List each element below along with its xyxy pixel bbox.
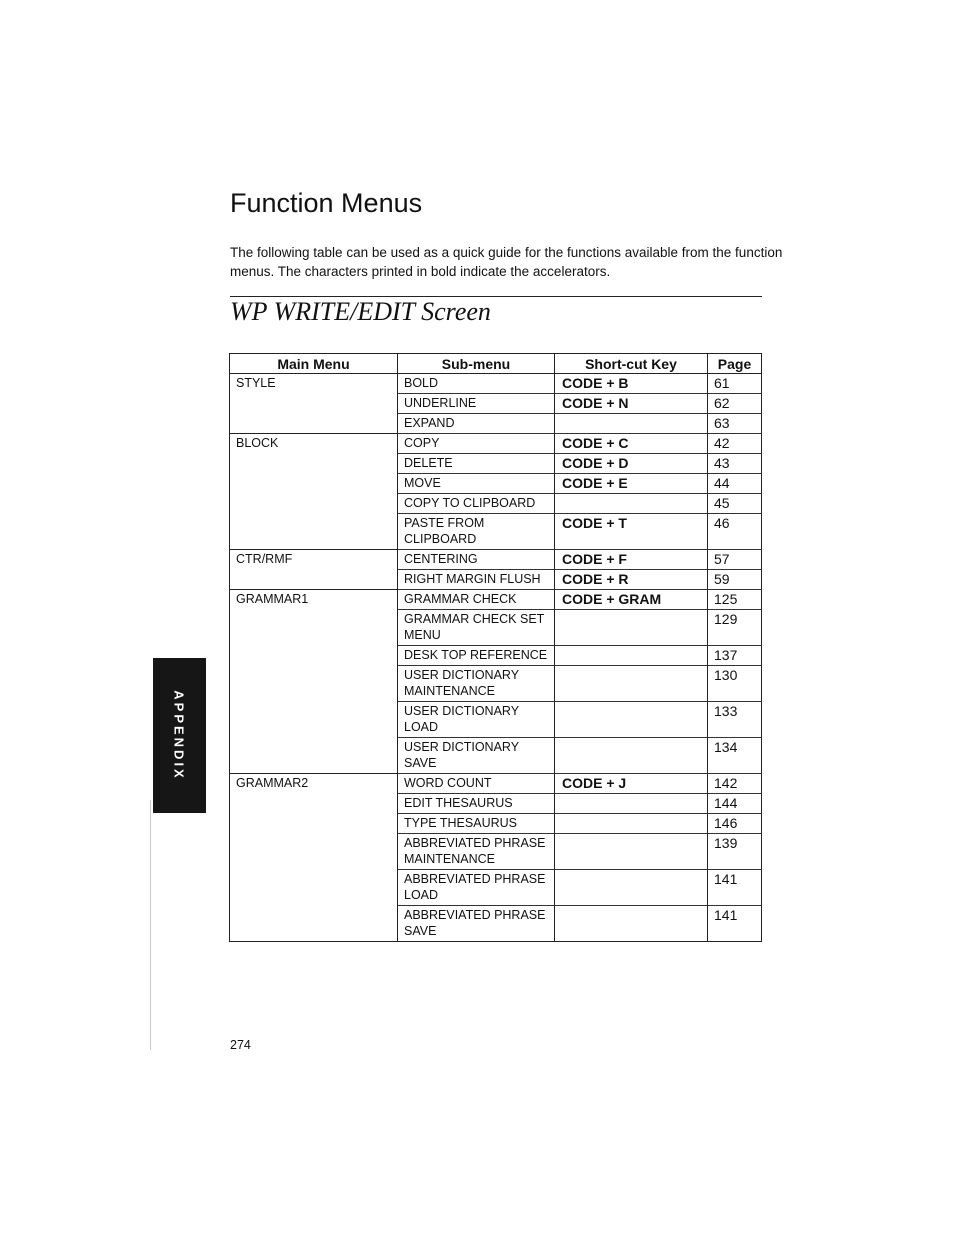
page-number: 274 [230,1038,251,1052]
page-cell: 46 [708,514,762,550]
sub-menu-cell: UNDERLINE [398,394,555,414]
short-cut-key-cell [555,906,708,942]
page-cell: 43 [708,454,762,474]
main-menu-cell: STYLE [230,374,398,434]
page-cell: 142 [708,774,762,794]
page-cell: 61 [708,374,762,394]
page-cell: 125 [708,590,762,610]
short-cut-key-cell [555,814,708,834]
page-cell: 144 [708,794,762,814]
sub-menu-cell: TYPE THESAURUS [398,814,555,834]
short-cut-key-cell [555,610,708,646]
table-row [230,434,762,454]
short-cut-key-cell: CODE + B [555,374,708,394]
page-cell: 129 [708,610,762,646]
sub-menu-cell: ABBREVIATED PHRASE SAVE [398,906,555,942]
short-cut-key-cell: CODE + J [555,774,708,794]
short-cut-key-cell: CODE + T [555,514,708,550]
short-cut-key-cell [555,666,708,702]
page-edge-rule [150,800,151,1050]
sub-menu-cell: ABBREVIATED PHRASE LOAD [398,870,555,906]
sub-menu-cell: USER DICTIONARY SAVE [398,738,555,774]
intro-paragraph: The following table can be used as a quick guide for the functions available from the function menus. The characters printed in bold indicate the accelerators. [230,245,783,279]
page-cell: 62 [708,394,762,414]
short-cut-key-cell: CODE + R [555,570,708,590]
short-cut-key-cell [555,702,708,738]
page-cell: 141 [708,870,762,906]
short-cut-key-cell: CODE + F [555,550,708,570]
main-menu-cell: BLOCK [230,434,398,550]
page-cell: 42 [708,434,762,454]
header-main-menu: Main Menu [230,354,398,374]
table-header-row [230,354,762,374]
page-cell: 139 [708,834,762,870]
main-menu-cell: CTR/RMF [230,550,398,590]
side-tab-label: APPENDIX [172,690,187,781]
page-cell: 44 [708,474,762,494]
short-cut-key-cell [555,414,708,434]
short-cut-key-cell: CODE + D [555,454,708,474]
section-title: WP WRITE/EDIT Screen [230,297,491,326]
page-cell: 130 [708,666,762,702]
header-sub-menu: Sub-menu [398,354,555,374]
short-cut-key-cell: CODE + E [555,474,708,494]
sub-menu-cell: COPY TO CLIPBOARD [398,494,555,514]
sub-menu-cell: COPY [398,434,555,454]
page-cell: 137 [708,646,762,666]
function-menu-table [229,353,762,942]
sub-menu-cell: RIGHT MARGIN FLUSH [398,570,555,590]
page-cell: 141 [708,906,762,942]
page-title: Function Menus [230,188,423,218]
short-cut-key-cell: CODE + N [555,394,708,414]
sub-menu-cell: ABBREVIATED PHRASE MAINTENANCE [398,834,555,870]
sub-menu-cell: GRAMMAR CHECK SET MENU [398,610,555,646]
table-body [230,374,762,942]
page-cell: 133 [708,702,762,738]
short-cut-key-cell [555,646,708,666]
sub-menu-cell: PASTE FROM CLIPBOARD [398,514,555,550]
sub-menu-cell: EDIT THESAURUS [398,794,555,814]
table-row [230,774,762,794]
sub-menu-cell: EXPAND [398,414,555,434]
table-row [230,374,762,394]
short-cut-key-cell: CODE + GRAM [555,590,708,610]
table-row [230,590,762,610]
short-cut-key-cell [555,738,708,774]
page-cell: 63 [708,414,762,434]
page-cell: 45 [708,494,762,514]
short-cut-key-cell [555,870,708,906]
sub-menu-cell: WORD COUNT [398,774,555,794]
header-short-cut-key: Short-cut Key [555,354,708,374]
sub-menu-cell: USER DICTIONARY MAINTENANCE [398,666,555,702]
sub-menu-cell: CENTERING [398,550,555,570]
appendix-side-tab [153,658,206,813]
main-menu-cell: GRAMMAR2 [230,774,398,942]
sub-menu-cell: USER DICTIONARY LOAD [398,702,555,738]
header-page: Page [708,354,762,374]
sub-menu-cell: DELETE [398,454,555,474]
page-cell: 146 [708,814,762,834]
sub-menu-cell: BOLD [398,374,555,394]
short-cut-key-cell [555,494,708,514]
page-cell: 59 [708,570,762,590]
page-cell: 57 [708,550,762,570]
sub-menu-cell: MOVE [398,474,555,494]
sub-menu-cell: DESK TOP REFERENCE [398,646,555,666]
short-cut-key-cell [555,794,708,814]
short-cut-key-cell: CODE + C [555,434,708,454]
page-cell: 134 [708,738,762,774]
sub-menu-cell: GRAMMAR CHECK [398,590,555,610]
table-row [230,550,762,570]
short-cut-key-cell [555,834,708,870]
main-menu-cell: GRAMMAR1 [230,590,398,774]
